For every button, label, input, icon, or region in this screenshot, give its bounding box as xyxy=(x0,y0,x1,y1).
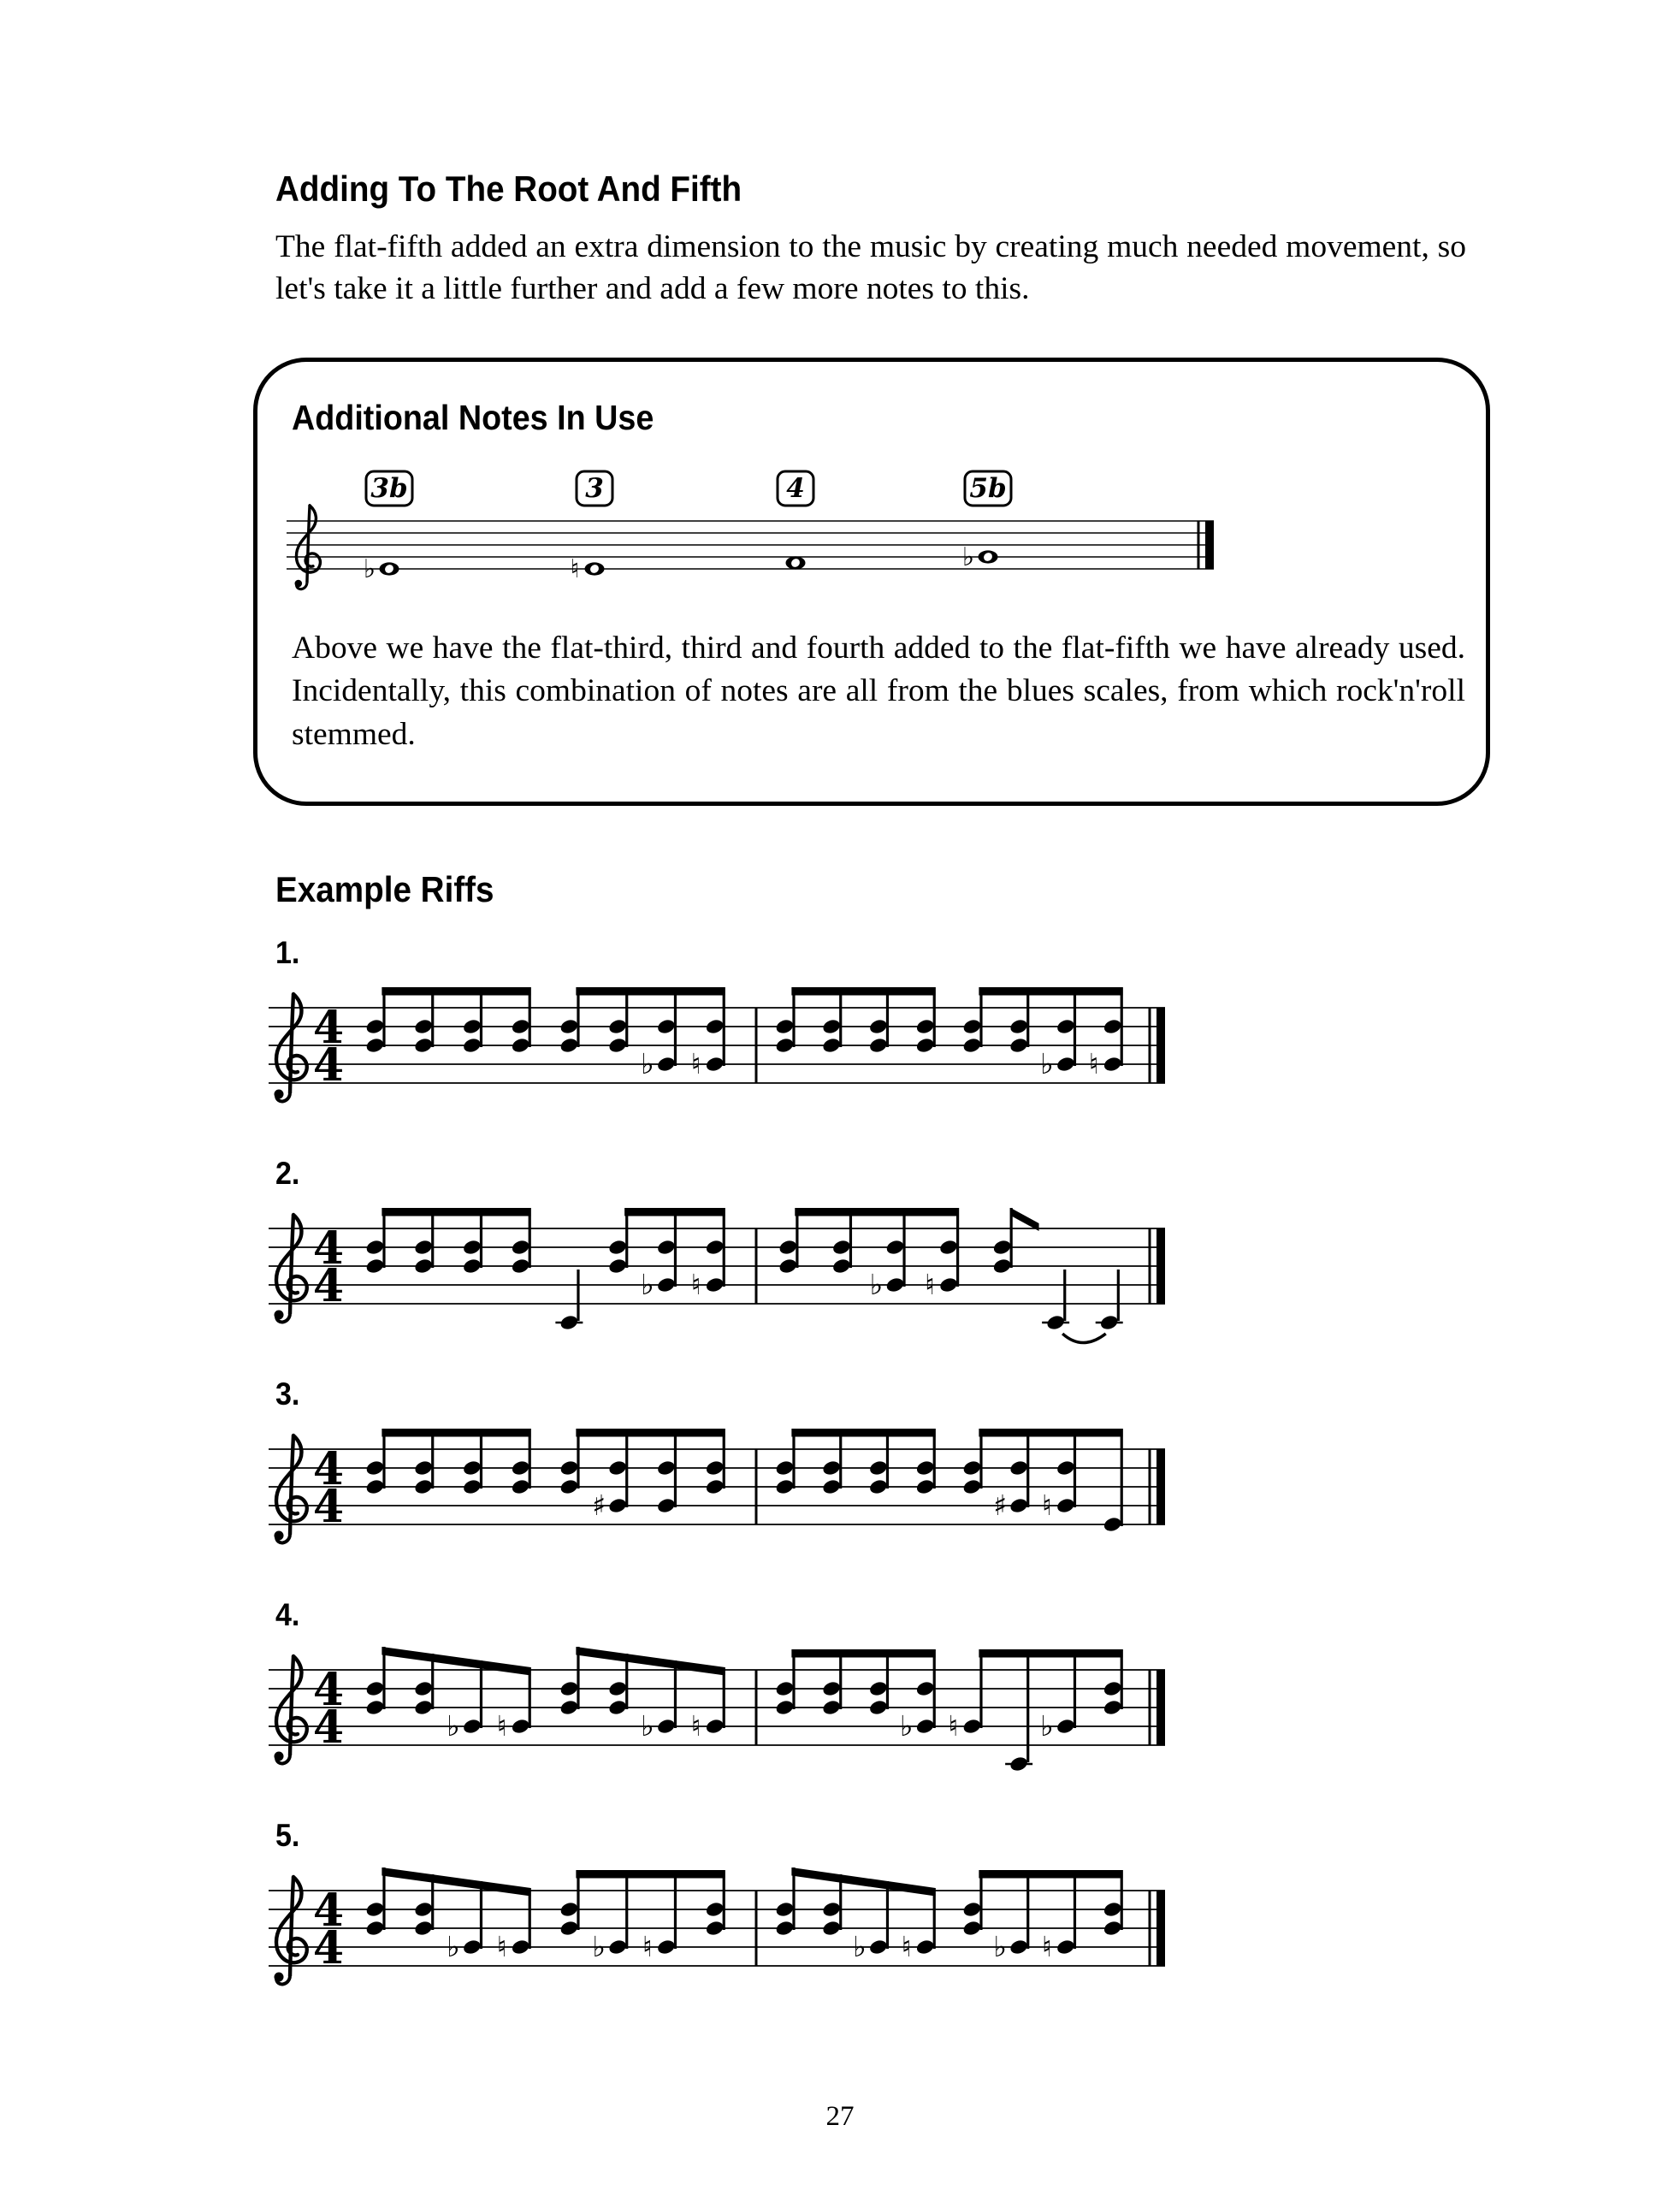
note-head xyxy=(778,1239,798,1257)
whole-note xyxy=(585,562,605,575)
riff-number: 4. xyxy=(275,1597,300,1632)
note-head xyxy=(1045,1314,1066,1332)
note-head xyxy=(885,1276,906,1294)
beam xyxy=(576,1870,725,1879)
accidental: ♭ xyxy=(853,1930,867,1963)
beam xyxy=(382,1429,530,1437)
whole-note xyxy=(786,556,806,569)
note-head xyxy=(774,1680,795,1698)
time-signature: 4 xyxy=(312,1885,345,1937)
note-head xyxy=(1099,1314,1120,1332)
note-head xyxy=(364,1699,385,1717)
page-number: 27 xyxy=(825,2101,855,2132)
note-head xyxy=(705,1920,725,1938)
accidental: ♭ xyxy=(993,1930,1007,1963)
note-head xyxy=(915,1938,936,1956)
note-head xyxy=(868,1478,889,1496)
note-head xyxy=(774,1478,795,1496)
accidental: ♭ xyxy=(899,1709,914,1743)
note-head xyxy=(705,1478,725,1496)
note-head xyxy=(1009,1037,1029,1055)
note-head xyxy=(938,1276,959,1294)
note-head xyxy=(1103,1680,1123,1698)
accidental: ♭ xyxy=(447,1709,460,1743)
note-head xyxy=(413,1258,434,1276)
accidental: ♮ xyxy=(690,1709,701,1743)
treble-clef-icon xyxy=(275,1215,307,1322)
note-head xyxy=(413,1901,434,1919)
box-staff-svg xyxy=(283,423,1267,646)
note-head xyxy=(705,1459,725,1477)
note-head xyxy=(511,1258,531,1276)
box-caption: Above we have the flat-third, third and fourth added to the flat-fifth we have already used. Incidentally, this combination of notes are all from the blues scales, from which rock'n'roll stemmed. xyxy=(292,630,1465,752)
note-head xyxy=(413,1680,434,1698)
intro-paragraph: The flat-fifth added an extra dimension to the music by creating much needed movement, so let's take it a little further and add a few more notes to this. xyxy=(275,229,1466,307)
note-head xyxy=(831,1239,852,1257)
note-head xyxy=(1009,1018,1029,1036)
accidental: ♭ xyxy=(592,1930,606,1963)
accidental: ♮ xyxy=(690,1047,701,1080)
note-head xyxy=(462,1018,482,1036)
note-head xyxy=(413,1037,434,1055)
beam xyxy=(382,1647,530,1676)
example-riffs-title: Example Riffs xyxy=(275,869,494,909)
note-head xyxy=(774,1037,795,1055)
note-head xyxy=(511,1938,531,1956)
note-head xyxy=(774,1018,795,1036)
accidental: ♮ xyxy=(1041,1930,1052,1963)
note-head xyxy=(868,1699,889,1717)
note-head xyxy=(774,1901,795,1919)
note-head xyxy=(1056,1056,1076,1074)
note-head xyxy=(607,1459,628,1477)
note-head xyxy=(1103,1018,1123,1036)
note-head xyxy=(607,1239,628,1257)
accidental: ♭ xyxy=(641,1047,654,1080)
treble-clef-icon xyxy=(275,1656,307,1763)
note-head xyxy=(364,1920,385,1938)
note-head xyxy=(778,1258,798,1276)
treble-clef-icon xyxy=(275,1435,307,1542)
treble-clef-icon xyxy=(295,506,321,589)
accidental: ♮ xyxy=(901,1930,912,1963)
note-head xyxy=(1056,1718,1076,1736)
note-head xyxy=(559,1037,579,1055)
accidental: ♭ xyxy=(1040,1047,1054,1080)
note-head xyxy=(364,1680,385,1698)
riff-number: 1. xyxy=(275,935,300,970)
note-head xyxy=(559,1478,579,1496)
treble-clef-icon xyxy=(275,1877,307,1984)
note-head xyxy=(462,1258,482,1276)
note-head xyxy=(705,1018,725,1036)
note-head xyxy=(462,1478,482,1496)
riff-number: 5. xyxy=(275,1818,300,1853)
note-head xyxy=(1056,1018,1076,1036)
note-head xyxy=(656,1718,677,1736)
note-head xyxy=(656,1459,677,1477)
note-head xyxy=(961,1478,982,1496)
riff-number: 3. xyxy=(275,1376,300,1412)
interval-label: 4 xyxy=(786,473,805,504)
note-head xyxy=(821,1018,842,1036)
time-signature: 4 xyxy=(312,1664,345,1716)
accidental: ♭ xyxy=(961,542,975,572)
note-head xyxy=(821,1699,842,1717)
treble-clef-icon xyxy=(275,994,307,1101)
note-head xyxy=(961,1901,982,1919)
time-signature: 4 xyxy=(312,1481,345,1533)
note-head xyxy=(915,1718,936,1736)
note-head xyxy=(705,1276,725,1294)
note-head xyxy=(559,1314,579,1332)
note-head xyxy=(462,1037,482,1055)
note-head xyxy=(364,1459,385,1477)
note-head xyxy=(774,1699,795,1717)
note-head xyxy=(1009,1755,1029,1773)
note-head xyxy=(831,1258,852,1276)
riff-staff-svg xyxy=(257,1424,1180,1576)
note-head xyxy=(607,1037,628,1055)
beam xyxy=(979,1870,1122,1879)
note-head xyxy=(774,1459,795,1477)
note-head xyxy=(511,1478,531,1496)
accidental: ♭ xyxy=(641,1268,654,1301)
note-head xyxy=(705,1056,725,1074)
time-signature: 4 xyxy=(312,1702,345,1754)
note-head xyxy=(364,1258,385,1276)
whole-note xyxy=(380,562,399,575)
note-head xyxy=(462,1459,482,1477)
riff-staff-svg xyxy=(257,1865,1180,2017)
riff-staff-svg xyxy=(257,1203,1180,1355)
note-head xyxy=(961,1920,982,1938)
note-head xyxy=(821,1920,842,1938)
note-head xyxy=(364,1037,385,1055)
beam xyxy=(382,1208,530,1216)
note-head xyxy=(511,1239,531,1257)
whole-note xyxy=(979,550,998,563)
note-head xyxy=(1056,1459,1076,1477)
note-head xyxy=(462,1938,482,1956)
note-head xyxy=(1009,1938,1029,1956)
note-head xyxy=(413,1920,434,1938)
note-head xyxy=(992,1258,1013,1276)
note-head xyxy=(413,1018,434,1036)
accidental: ♭ xyxy=(447,1930,460,1963)
note-head xyxy=(868,1680,889,1698)
beam xyxy=(576,1429,725,1437)
time-signature: 4 xyxy=(312,1922,345,1974)
note-head xyxy=(938,1239,959,1257)
note-head xyxy=(1056,1497,1076,1515)
note-head xyxy=(961,1459,982,1477)
time-signature: 4 xyxy=(312,1222,345,1275)
beam xyxy=(979,1429,1122,1437)
note-head xyxy=(885,1239,906,1257)
accidental: ♮ xyxy=(570,554,580,584)
note-head xyxy=(961,1037,982,1055)
beam xyxy=(382,1867,530,1897)
accidental: ♭ xyxy=(363,554,376,584)
note-head xyxy=(705,1239,725,1257)
note-head xyxy=(559,1459,579,1477)
interval-label: 5b xyxy=(969,473,1007,504)
riff-number: 2. xyxy=(275,1156,300,1191)
note-head xyxy=(656,1276,677,1294)
accidental: ♮ xyxy=(690,1268,701,1301)
time-signature: 4 xyxy=(312,1002,345,1054)
interval-label: 3 xyxy=(585,473,604,504)
note-head xyxy=(656,1018,677,1036)
note-head xyxy=(1103,1056,1123,1074)
note-head xyxy=(559,1901,579,1919)
accidental: ♭ xyxy=(869,1268,884,1301)
note-head xyxy=(868,1018,889,1036)
note-head xyxy=(1103,1920,1123,1938)
note-head xyxy=(915,1018,936,1036)
page-title: Adding To The Root And Fifth xyxy=(275,169,742,209)
note-head xyxy=(705,1718,725,1736)
note-head xyxy=(364,1901,385,1919)
accidental: ♭ xyxy=(641,1709,654,1743)
note-head xyxy=(656,1497,677,1515)
note-head xyxy=(961,1018,982,1036)
additional-notes-box xyxy=(253,358,1490,806)
note-head xyxy=(656,1056,677,1074)
note-head xyxy=(821,1478,842,1496)
note-head xyxy=(607,1018,628,1036)
riff-staff-svg xyxy=(257,1644,1180,1796)
note-head xyxy=(511,1459,531,1477)
note-head xyxy=(559,1920,579,1938)
note-head xyxy=(364,1478,385,1496)
note-head xyxy=(915,1680,936,1698)
note-head xyxy=(413,1239,434,1257)
note-head xyxy=(559,1018,579,1036)
note-head xyxy=(821,1901,842,1919)
accidental: ♮ xyxy=(1088,1047,1099,1080)
note-head xyxy=(511,1718,531,1736)
note-head xyxy=(607,1258,628,1276)
note-head xyxy=(511,1037,531,1055)
beam xyxy=(576,987,725,996)
accidental: ♮ xyxy=(1041,1489,1052,1522)
note-head xyxy=(915,1037,936,1055)
eighth-flag xyxy=(1011,1208,1039,1231)
note-head xyxy=(821,1680,842,1698)
note-head xyxy=(364,1018,385,1036)
note-head xyxy=(607,1699,628,1717)
note-head xyxy=(559,1680,579,1698)
note-head xyxy=(656,1938,677,1956)
note-head xyxy=(961,1718,982,1736)
box-title: Additional Notes In Use xyxy=(292,398,654,437)
beam xyxy=(791,1867,935,1897)
beam xyxy=(576,1647,725,1676)
note-head xyxy=(821,1037,842,1055)
note-head xyxy=(868,1459,889,1477)
note-head xyxy=(705,1901,725,1919)
beam xyxy=(979,987,1122,996)
accidental: ♮ xyxy=(925,1268,935,1301)
box-staff-notation xyxy=(283,423,1267,650)
note-head xyxy=(462,1718,482,1736)
note-head xyxy=(559,1699,579,1717)
accidental: ♮ xyxy=(496,1930,507,1963)
note-head xyxy=(1103,1901,1123,1919)
interval-label: 3b xyxy=(370,473,408,504)
note-head xyxy=(607,1680,628,1698)
note-head xyxy=(868,1938,889,1956)
note-head xyxy=(1056,1938,1076,1956)
note-head xyxy=(607,1938,628,1956)
accidental: ♯ xyxy=(993,1489,1008,1522)
accidental: ♯ xyxy=(592,1489,606,1522)
note-head xyxy=(868,1037,889,1055)
note-head xyxy=(1009,1459,1029,1477)
beam xyxy=(382,987,530,996)
note-head xyxy=(1103,1699,1123,1717)
accidental: ♮ xyxy=(642,1930,653,1963)
beam xyxy=(791,1429,935,1437)
note-head xyxy=(915,1478,936,1496)
beam xyxy=(795,1208,959,1216)
time-signature: 4 xyxy=(312,1260,345,1312)
note-head xyxy=(413,1459,434,1477)
note-head xyxy=(1009,1497,1029,1515)
note-head xyxy=(462,1239,482,1257)
accidental: ♮ xyxy=(948,1709,959,1743)
accidental: ♮ xyxy=(496,1709,507,1743)
note-head xyxy=(915,1459,936,1477)
note-head xyxy=(364,1239,385,1257)
note-head xyxy=(1103,1516,1123,1534)
accidental: ♭ xyxy=(1040,1709,1054,1743)
riff-staff-svg xyxy=(257,982,1180,1134)
note-head xyxy=(992,1239,1013,1257)
beam xyxy=(791,987,935,996)
note-head xyxy=(511,1018,531,1036)
note-head xyxy=(821,1459,842,1477)
note-head xyxy=(607,1497,628,1515)
beam xyxy=(979,1649,1122,1658)
note-head xyxy=(656,1239,677,1257)
time-signature: 4 xyxy=(312,1039,345,1092)
note-head xyxy=(413,1699,434,1717)
note-head xyxy=(413,1478,434,1496)
beam xyxy=(791,1649,935,1658)
tie xyxy=(1062,1334,1106,1343)
time-signature: 4 xyxy=(312,1443,345,1495)
note-head xyxy=(774,1920,795,1938)
